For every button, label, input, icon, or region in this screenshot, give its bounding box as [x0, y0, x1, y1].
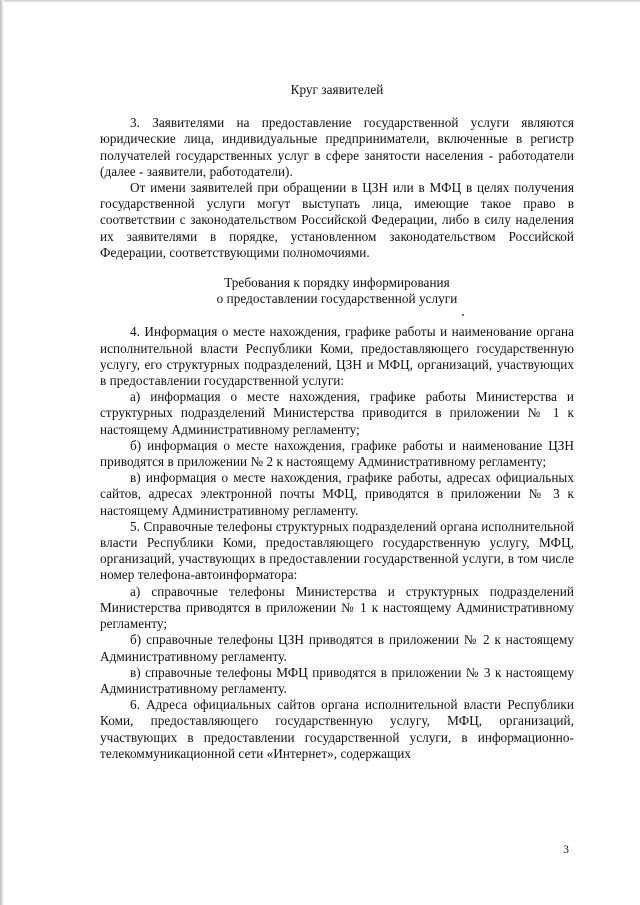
paragraph-5b: б) справочные телефоны ЦЗН приводятся в приложении № 2 к настоящему Административному регламенту. — [100, 632, 574, 664]
paragraph-5: 5. Справочные телефоны структурных подразделений органа исполнительной власти Республики Коми, предоставляющего государственную услугу, МФЦ, организаций, участвующих в предоставлении государственной услуги, в том числе номер телефона-автоинформатора: — [100, 518, 574, 583]
section-title-informing-line1: Требования к порядку информирования — [224, 275, 450, 291]
page-number: 3 — [563, 842, 569, 856]
paragraph-3-continued: От имени заявителей при обращении в ЦЗН или в МФЦ в целях получения государственной услуги могут выступать лица, имеющие такое право в соответствии с законодательством Российской Федерации, либо в силу наделения их заявителями в порядке, установленном законодательством Российской Федерации, соответствующими полномочиями. — [100, 180, 574, 260]
paragraph-6: 6. Адреса официальных сайтов органа исполнительной власти Республики Коми, предоставляющего государственную услугу, МФЦ, организаций, участвующих в предоставлении государственной услуги, в информационно-телекоммуникационной сети «Интернет», содержащих — [100, 697, 574, 761]
section-title-informing-line2: о предоставлении государственной услуги — [216, 291, 458, 307]
document-page — [100, 82, 574, 762]
paragraph-5a: а) справочные телефоны Министерства и структурных подразделений Министерства приводятся в приложении № 1 к настоящему Административному регламенту; — [100, 583, 574, 632]
paragraph-4c: в) информация о месте нахождения, графике работы, адресах официальных сайтов, адресах электронной почты МФЦ, приводятся в приложении № 3 к настоящему Административному регламенту. — [100, 470, 574, 518]
section-title-applicants: Круг заявителей — [290, 82, 384, 97]
scan-edge-top — [0, 0, 640, 3]
paragraph-5c: в) справочные телефоны МФЦ приводятся в приложении № 3 к настоящему Административному регламенту. — [100, 664, 574, 696]
paragraph-4b: б) информация о месте нахождения, графике работы и наименование ЦЗН приводятся в приложении № 2 к настоящему Административному регламенту; — [100, 437, 574, 470]
scan-edge-left — [0, 0, 4, 905]
paragraph-4a: а) информация о месте нахождения, графике работы Министерства и структурных подразделений Министерства приводится в приложении № 1 к настоящему Административному регламенту; — [100, 389, 574, 437]
scan-speck — [462, 314, 464, 316]
paragraph-3: 3. Заявителями на предоставление государственной услуги являются юридические лица, индивидуальные предприниматели, включенные в регистр получателей государственных услуг в сфере занятости населения - работодатели (далее - заявители, работодатели). — [100, 115, 574, 179]
paragraph-4: 4. Информация о месте нахождения, графике работы и наименование органа исполнительной власти Республики Коми, предоставляющего государственную услугу, его структурных подразделений, ЦЗН и МФЦ, организаций, участвующих в предоставлении государственной услуги: — [100, 324, 574, 389]
